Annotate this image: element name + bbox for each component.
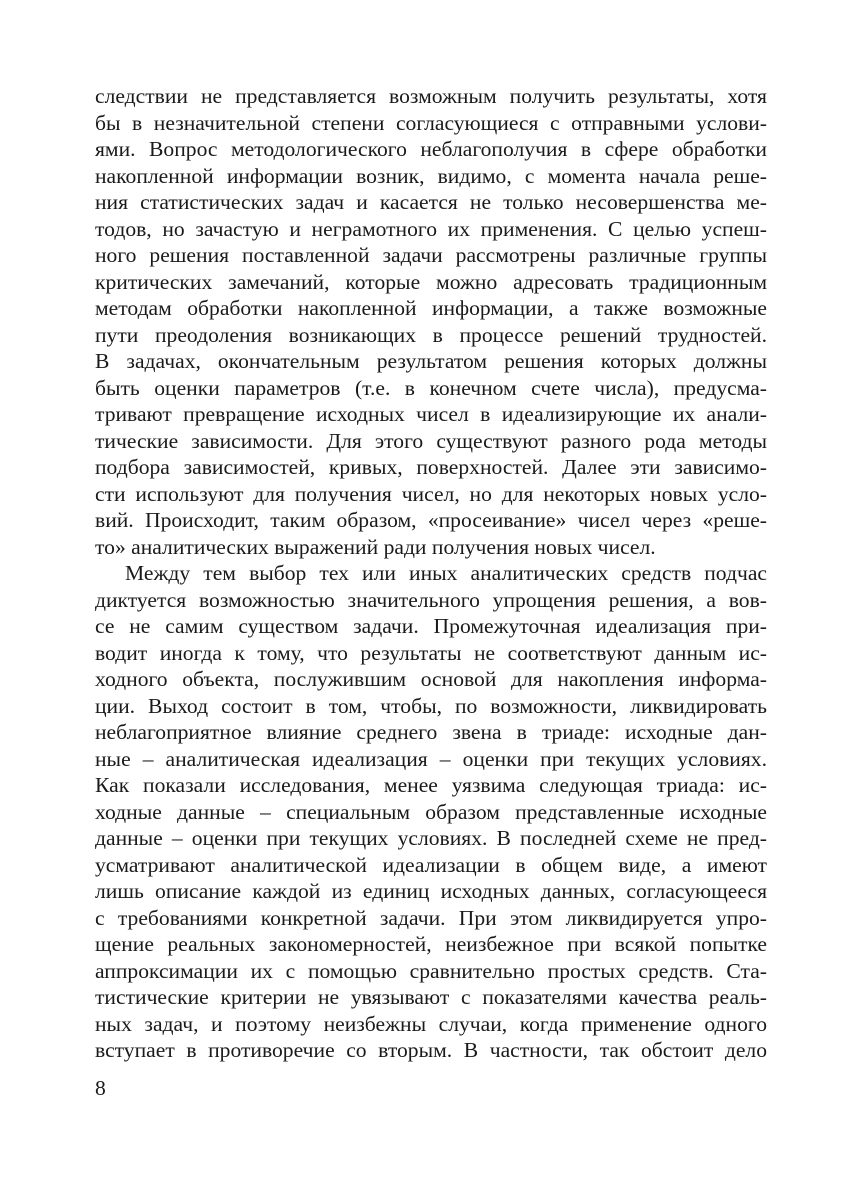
text-line: вступает в противоречие со вторым. В частности, так обстоит дело — [95, 1038, 767, 1062]
text-line: быть оценки параметров (т.е. в конечном счете числа), предусма- — [95, 375, 767, 400]
text-line: пути преодоления возникающих в процессе решений трудностей. — [95, 322, 767, 347]
text-line: Как показали исследования, менее уязвима следующая триада: ис- — [95, 773, 767, 797]
text-line: ходные данные – специальным образом представленные исходные — [95, 799, 767, 824]
text-line: Между тем выбор тех или иных аналитических средств подчас — [125, 561, 767, 585]
text-line: вий. Происходит, таким образом, «просеивание» чисел через «реше- — [95, 508, 767, 532]
text-line: следствии не представляется возможным получить результаты, хотя — [95, 84, 767, 108]
text-line: водит иногда к тому, что результаты не соответствуют данным ис- — [95, 640, 767, 665]
text-line: диктуется возможностью значительного упрощения решения, а вов- — [95, 587, 767, 612]
text-line: лишь описание каждой из единиц исходных данных, согласующееся — [95, 879, 767, 903]
text-line: тодов, но зачастую и неграмотного их применения. С целью успеш- — [95, 216, 767, 241]
text-line: данные – оценки при текущих условиях. В последней схеме не пред- — [95, 826, 767, 850]
text-line: ния статистических задач и касается не только несовершенства ме- — [95, 190, 767, 214]
text-line: се не самим существом задачи. Промежуточная идеализация при- — [95, 614, 767, 638]
text-line: то» аналитических выражений ради получения новых чисел. — [95, 534, 656, 559]
text-line: В задачах, окончательным результатом решения которых должны — [95, 349, 767, 373]
text-line: тривают превращение исходных чисел в идеализирующие их анали- — [95, 402, 767, 426]
text-line: аппроксимации их с помощью сравнительно простых средств. Ста- — [95, 958, 767, 983]
text-line: сти используют для получения чисел, но для некоторых новых усло- — [95, 481, 767, 506]
text-line: подбора зависимостей, кривых, поверхностей. Далее эти зависимо- — [95, 455, 767, 479]
text-line: ции. Выход состоит в том, чтобы, по возможности, ликвидировать — [95, 693, 767, 718]
text-line: ные – аналитическая идеализация – оценки при текущих условиях. — [95, 746, 767, 771]
text-line: усматривают аналитической идеализации в общем виде, а имеют — [95, 852, 767, 877]
text-line: накопленной информации возник, видимо, с момента начала реше- — [95, 163, 767, 188]
text-line: неблагоприятное влияние среднего звена в триаде: исходные дан- — [95, 720, 767, 744]
text-line: ями. Вопрос методологического неблагополучия в сфере обработки — [95, 137, 767, 161]
text-line: критических замечаний, которые можно адресовать традиционным — [95, 269, 767, 294]
text-line: методам обработки накопленной информации, а также возможные — [95, 296, 767, 320]
page-number: 8 — [95, 1076, 106, 1100]
text-line: тистические критерии не увязывают с показателями качества реаль- — [95, 985, 767, 1009]
text-line: с требованиями конкретной задачи. При этом ликвидируется упро- — [95, 905, 767, 930]
text-line: тические зависимости. Для этого существуют разного рода методы — [95, 428, 767, 453]
text-line: ходного объекта, послужившим основой для накопления информа- — [95, 667, 767, 691]
text-line: щение реальных закономерностей, неизбежное при всякой попытке — [95, 932, 767, 956]
paragraph — [95, 83, 767, 560]
text-line: ного решения поставленной задачи рассмотрены различные группы — [95, 243, 767, 267]
body-text — [95, 83, 767, 1064]
text-line: бы в незначительной степени согласующиеся с отправными услови- — [95, 110, 767, 135]
paragraph — [95, 560, 767, 1064]
text-line: ных задач, и поэтому неизбежны случаи, когда применение одного — [95, 1011, 767, 1036]
